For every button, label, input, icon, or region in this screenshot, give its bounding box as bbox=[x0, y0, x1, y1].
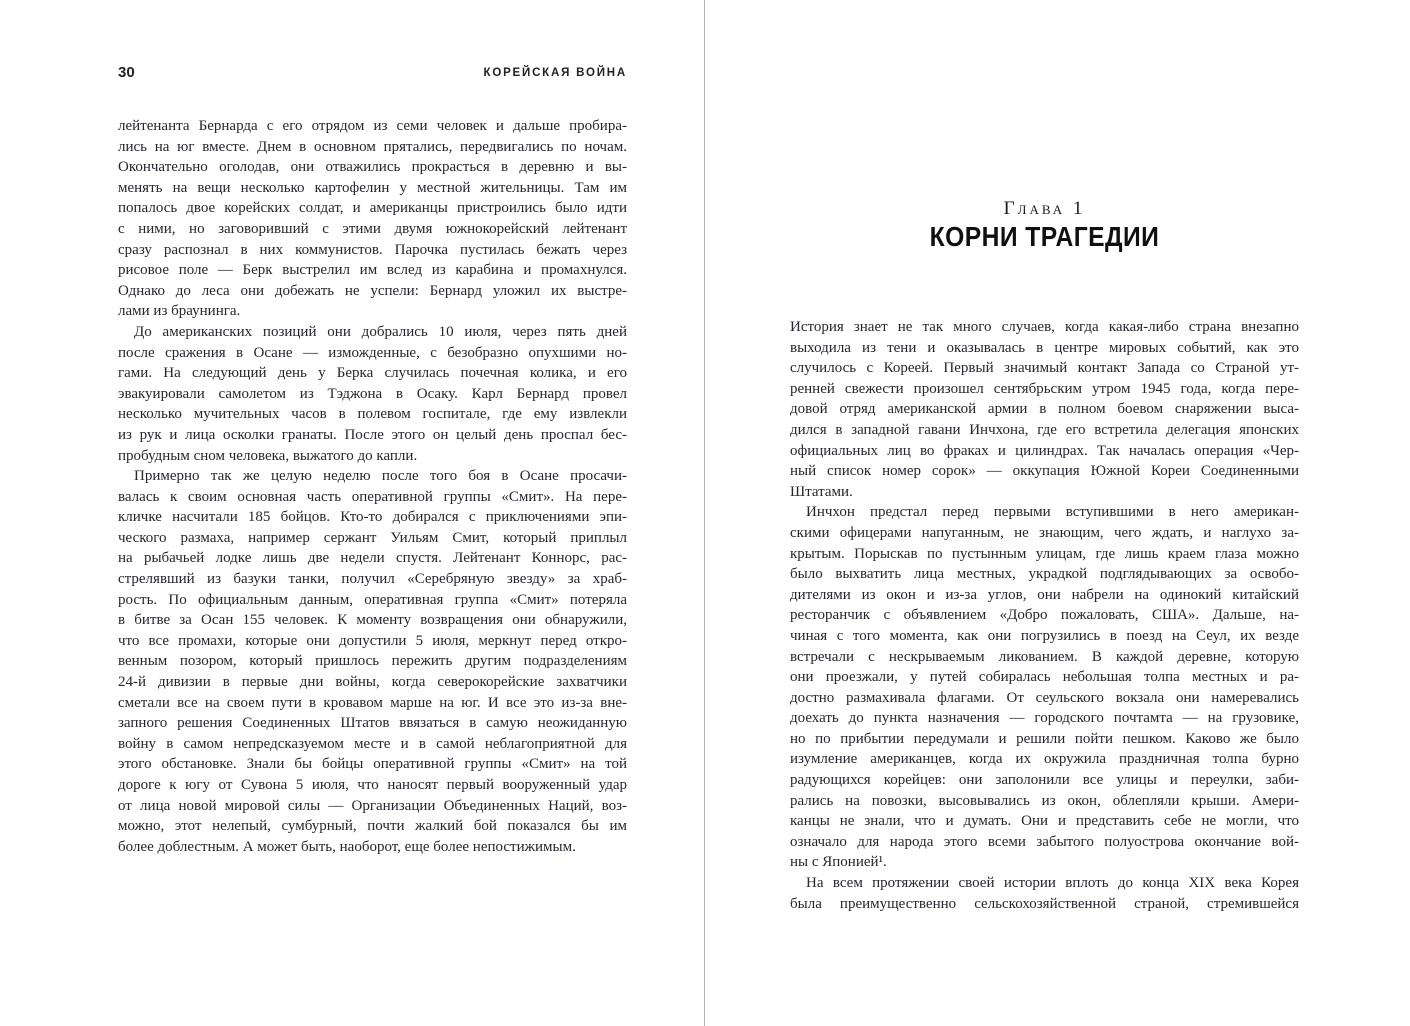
text-line: ренней свежести произошел сентябрьским утром 1945 года, когда пере- bbox=[790, 380, 1299, 397]
chapter-title bbox=[790, 221, 1299, 253]
text-line: ный список номер сорок» — оккупация Южной Кореи Соединенными bbox=[790, 463, 1299, 480]
text-line: встречали с нескрываемым ликованием. В каждой деревне, которую bbox=[790, 648, 1299, 665]
text-line: дителями из окон и из-за углов, они набрели на одинокий китайский bbox=[790, 586, 1299, 603]
text-line: рались на повозки, высовывались из окон, облепляли крыши. Амери- bbox=[790, 792, 1299, 809]
text-line: лами из браунинга. bbox=[118, 303, 241, 320]
text-line: ческого размаха, например сержант Уильям Смит, который приплыл bbox=[118, 529, 627, 546]
text-line: с ними, но заговоривший с этими двумя южнокорейский лейтенант bbox=[118, 220, 627, 237]
text-line: сметали все на своем пути в кровавом марше на юг. И все это из-за вне- bbox=[118, 694, 627, 711]
text-line: венным позором, который пришлось пережить другим подразделениям bbox=[118, 653, 627, 670]
text-line: ресторанчик с объявлением «Добро пожаловать, США». Дальше, на- bbox=[790, 607, 1299, 624]
text-line: более доблестным. А может быть, наоборот, еще более непостижимым. bbox=[118, 838, 576, 855]
text-line: канцы не знали, что и думать. Они и представить себе не могли, что bbox=[790, 813, 1299, 830]
text-line: кличке насчитали 185 бойцов. Кто-то добирался с приключениями эпи- bbox=[118, 509, 627, 526]
text-line: До американских позиций они добрались 10 июля, через пять дней bbox=[134, 323, 627, 340]
left-page-body bbox=[118, 116, 627, 857]
text-line: можно, этот нелепый, сумбурный, почти жалкий бой показался бы им bbox=[118, 818, 627, 835]
text-line: валась к своим основная часть оперативной группы «Смит». На пере- bbox=[118, 488, 627, 505]
text-line: лейтенанта Бернарда с его отрядом из семи человек и дальше пробира- bbox=[118, 118, 627, 134]
text-line: сразу распознал в них коммунистов. Парочка пустилась бежать через bbox=[118, 241, 627, 258]
text-line: На всем протяжении своей истории вплоть до конца XIX века Корея bbox=[806, 875, 1299, 892]
text-line: стрелявший из базуки танки, получил «Серебряную звезду» за храб- bbox=[118, 571, 627, 588]
text-line: гами. На следующий день у Берка случилась почечная колика, и его bbox=[118, 365, 627, 382]
text-line: доехать до пункта назначения — городского почтамта — на грузовике, bbox=[790, 710, 1299, 727]
text-line: Инчхон предстал перед первыми вступившими в него американ- bbox=[806, 504, 1299, 521]
text-line: рость. По официальным данным, оперативная группа «Смит» потеряла bbox=[118, 591, 627, 608]
text-line: ны с Японией¹. bbox=[790, 854, 887, 871]
text-line: случилось с Кореей. Первый значимый контакт Запада со Страной ут- bbox=[790, 360, 1299, 377]
text-line: от лица новой мировой силы — Организации Объединенных Наций, воз- bbox=[118, 797, 627, 814]
text-line: пробудным сном человека, выжатого до капли. bbox=[118, 447, 418, 464]
text-line: в битве за Осан 155 человек. К моменту возвращения они обнаружили, bbox=[118, 612, 627, 629]
text-line: рисовое поле — Берк выстрелил им вслед из карабина и промахнулся. bbox=[118, 262, 627, 279]
text-line: Однако до леса они добежать не успели: Бернард уложил их выстре- bbox=[118, 282, 627, 299]
text-line: чиная с того момента, как они погрузились в поезд на Сеул, их везде bbox=[790, 627, 1299, 644]
text-line: но по прибытии передумали и решили пойти пешком. Каково же было bbox=[790, 730, 1299, 747]
text-line: Штатами. bbox=[790, 483, 853, 500]
chapter-label: Глава 1 bbox=[1003, 198, 1086, 219]
right-page bbox=[790, 0, 1299, 1026]
text-line: на рыбачьей лодке лишь две недели спустя. Лейтенант Коннорс, рас- bbox=[118, 550, 627, 567]
text-line: официальных лиц во фраках и цилиндрах. Так началась операция «Чер- bbox=[790, 442, 1299, 459]
right-page-body bbox=[790, 317, 1299, 914]
text-line: скими офицерами напуганным, не знающим, чего ждать, и наглухо за- bbox=[790, 524, 1299, 541]
text-line: эвакуировали самолетом из Тэджона в Осаку. Карл Бернард провел bbox=[118, 385, 627, 402]
text-line: что все промахи, которые они допустили 5 июля, меркнут перед откро- bbox=[118, 632, 627, 649]
text-line: довой отряд американской армии в полном боевом снаряжении выса- bbox=[790, 401, 1299, 418]
text-line: дился в западной гавани Инчхона, где его встретила делегация японских bbox=[790, 421, 1299, 438]
text-line: крытым. Порыскав по пустынным улицам, где лишь краем глаза можно bbox=[790, 545, 1299, 562]
chapter-title-text: КОРНИ ТРАГЕДИИ bbox=[929, 221, 1160, 252]
text-line: означало для народа этого всеми забытого полуострова окончание вой- bbox=[790, 833, 1299, 850]
text-line: несколько мучительных часов в полевом госпитале, где ему извлекли bbox=[118, 406, 627, 423]
text-line: Окончательно оголодав, они отважились прокрасться в деревню и вы- bbox=[118, 159, 627, 176]
text-line: изумление американцев, когда их окружила праздничная толпа бурно bbox=[790, 751, 1299, 768]
text-line: была преимущественно сельскохозяйственной страной, стремившейся bbox=[790, 895, 1299, 912]
text-line: выходила из тени и оказывалась в центре мировых событий, как это bbox=[790, 339, 1299, 356]
text-line: из рук и лица осколки гранаты. После этого он целый день проспал бес- bbox=[118, 426, 627, 443]
text-line: 24-й дивизии в первые дни войны, когда северокорейские захватчики bbox=[118, 674, 627, 691]
text-line: История знает не так много случаев, когда какая-либо страна внезапно bbox=[790, 319, 1299, 335]
text-line: радующихся корейцев: они заполонили все улицы и переулки, заби- bbox=[790, 772, 1299, 789]
text-line: попалось двое корейских солдат, и американцы пристроились было идти bbox=[118, 200, 627, 217]
text-line: запного решения Соединенных Штатов ввязаться в самую неожиданную bbox=[118, 715, 627, 732]
page-gutter-divider bbox=[704, 0, 705, 1026]
text-line: войну в самом непредсказуемом месте и в самой неблагоприятной для bbox=[118, 735, 627, 752]
text-line: лись на юг вместе. Днем в основном прятались, передвигались по ночам. bbox=[118, 138, 627, 155]
left-page-header bbox=[118, 64, 627, 81]
text-line: после сражения в Осане — изможденные, с безобразно опухшими но- bbox=[118, 344, 627, 361]
text-line: Примерно так же целую неделю после того боя в Осане просачи- bbox=[134, 468, 627, 485]
running-header: КОРЕЙСКАЯ ВОЙНА bbox=[483, 67, 627, 79]
text-line: дороге к югу от Сувона 5 июля, что наносят первый вооруженный удар bbox=[118, 777, 627, 793]
text-line: было выхватить лица местных, украдкой подглядывающих за освобо- bbox=[790, 566, 1299, 583]
text-line: этого обстановке. Знали бы бойцы оперативной группы «Смит» на той bbox=[118, 756, 627, 773]
text-line: они проезжали, у путей собиралась небольшая толпа местных и ра- bbox=[790, 669, 1299, 686]
page-number: 30 bbox=[118, 64, 135, 81]
left-page bbox=[118, 0, 627, 1026]
text-line: достно размахивала флагами. От сеульского вокзала они намеревались bbox=[790, 689, 1299, 706]
text-line: менять на вещи несколько картофелин у местной жительницы. Там им bbox=[118, 179, 627, 196]
